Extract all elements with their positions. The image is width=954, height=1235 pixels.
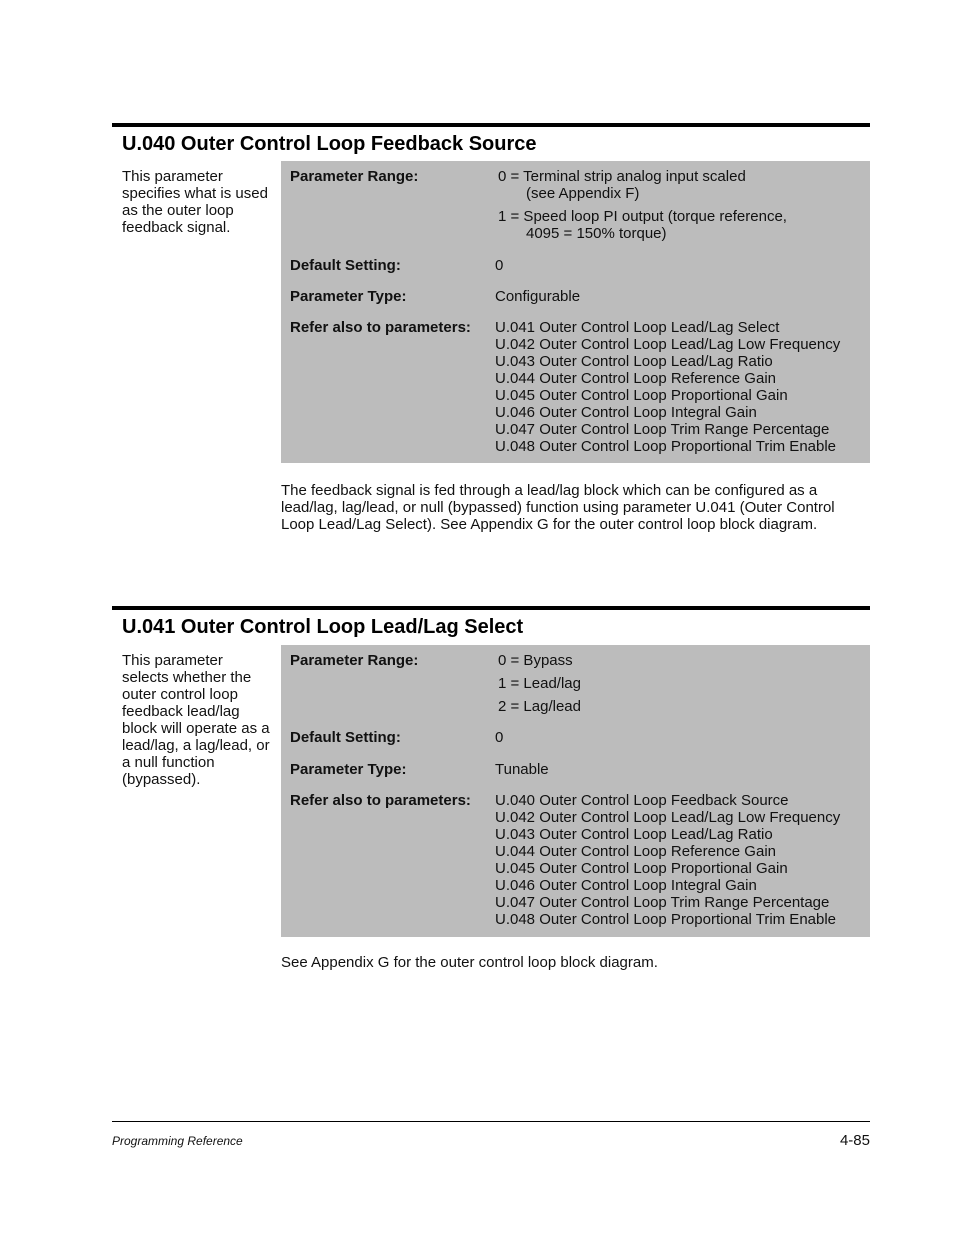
parameter-range-values — [498, 649, 581, 718]
refer-item: U.040 Outer Control Loop Feedback Source — [495, 792, 789, 809]
refer-also-label: Refer also to parameters: — [290, 319, 471, 336]
refer-item: U.043 Outer Control Loop Lead/Lag Ratio — [495, 353, 773, 370]
refer-item: U.045 Outer Control Loop Proportional Gain — [495, 860, 788, 877]
range-item-continued: (see Appendix F) — [526, 185, 640, 202]
section-title: U.040 Outer Control Loop Feedback Source — [122, 133, 537, 155]
parameter-range-label: Parameter Range: — [290, 652, 419, 669]
refer-item: U.047 Outer Control Loop Trim Range Percentage — [495, 894, 830, 911]
footer-rule — [112, 1121, 870, 1122]
range-item: 1 = Lead/lag — [498, 675, 581, 692]
parameter-type-label: Parameter Type: — [290, 761, 407, 778]
refer-item: U.048 Outer Control Loop Proportional Trim Enable — [495, 438, 837, 455]
default-setting-label: Default Setting: — [290, 729, 401, 746]
refer-also-list — [495, 792, 840, 928]
section-description: This parameter specifies what is used as the outer loop feedback signal. — [122, 168, 268, 236]
parameter-range-label: Parameter Range: — [290, 168, 419, 185]
refer-also-list — [495, 319, 840, 455]
range-item: 0 = Bypass — [498, 652, 573, 669]
refer-item: U.048 Outer Control Loop Proportional Trim Enable — [495, 911, 837, 928]
section-note: See Appendix G for the outer control loop block diagram. — [281, 954, 658, 971]
section-description: This parameter selects whether the outer control loop feedback lead/lag block will operate as a lead/lag, a lag/lead, or a null function (bypassed). — [122, 652, 270, 788]
parameter-type-value: Configurable — [495, 288, 581, 305]
parameter-type-label: Parameter Type: — [290, 288, 407, 305]
default-setting-label: Default Setting: — [290, 257, 401, 274]
refer-item: U.046 Outer Control Loop Integral Gain — [495, 877, 757, 894]
range-item: 1 = Speed loop PI output (torque reference, — [498, 208, 787, 225]
section-note: The feedback signal is fed through a lead/lag block which can be configured as a lead/lag, lag/lead, or null (bypassed) function using parameter U.041 (Outer Control Loop Lead/Lag Select). See Appendix G for the outer control loop block diagram. — [281, 482, 835, 533]
parameter-table — [281, 161, 870, 463]
range-item: 0 = Terminal strip analog input scaled — [498, 168, 746, 185]
refer-item: U.044 Outer Control Loop Reference Gain — [495, 370, 776, 387]
page-number: 4-85 — [839, 1132, 870, 1149]
default-setting-value: 0 — [495, 729, 504, 746]
section-rule — [112, 606, 870, 610]
refer-also-label: Refer also to parameters: — [290, 792, 471, 809]
section-u041 — [112, 606, 870, 986]
parameter-table — [281, 645, 870, 937]
refer-item: U.042 Outer Control Loop Lead/Lag Low Frequency — [495, 809, 841, 826]
parameter-range-values — [498, 168, 787, 242]
section-u040 — [112, 123, 870, 543]
refer-item: U.042 Outer Control Loop Lead/Lag Low Frequency — [495, 336, 841, 353]
section-title: U.041 Outer Control Loop Lead/Lag Select — [122, 616, 524, 638]
refer-item: U.044 Outer Control Loop Reference Gain — [495, 843, 776, 860]
refer-item: U.046 Outer Control Loop Integral Gain — [495, 404, 757, 421]
section-rule — [112, 123, 870, 127]
refer-item: U.041 Outer Control Loop Lead/Lag Select — [495, 319, 780, 336]
range-item: 2 = Lag/lead — [498, 698, 581, 715]
range-item-continued: 4095 = 150% torque) — [526, 225, 667, 242]
parameter-type-value: Tunable — [495, 761, 549, 778]
default-setting-value: 0 — [495, 257, 504, 274]
refer-item: U.047 Outer Control Loop Trim Range Percentage — [495, 421, 830, 438]
refer-item: U.043 Outer Control Loop Lead/Lag Ratio — [495, 826, 773, 843]
footer-section-name: Programming Reference — [112, 1134, 243, 1148]
refer-item: U.045 Outer Control Loop Proportional Gain — [495, 387, 788, 404]
